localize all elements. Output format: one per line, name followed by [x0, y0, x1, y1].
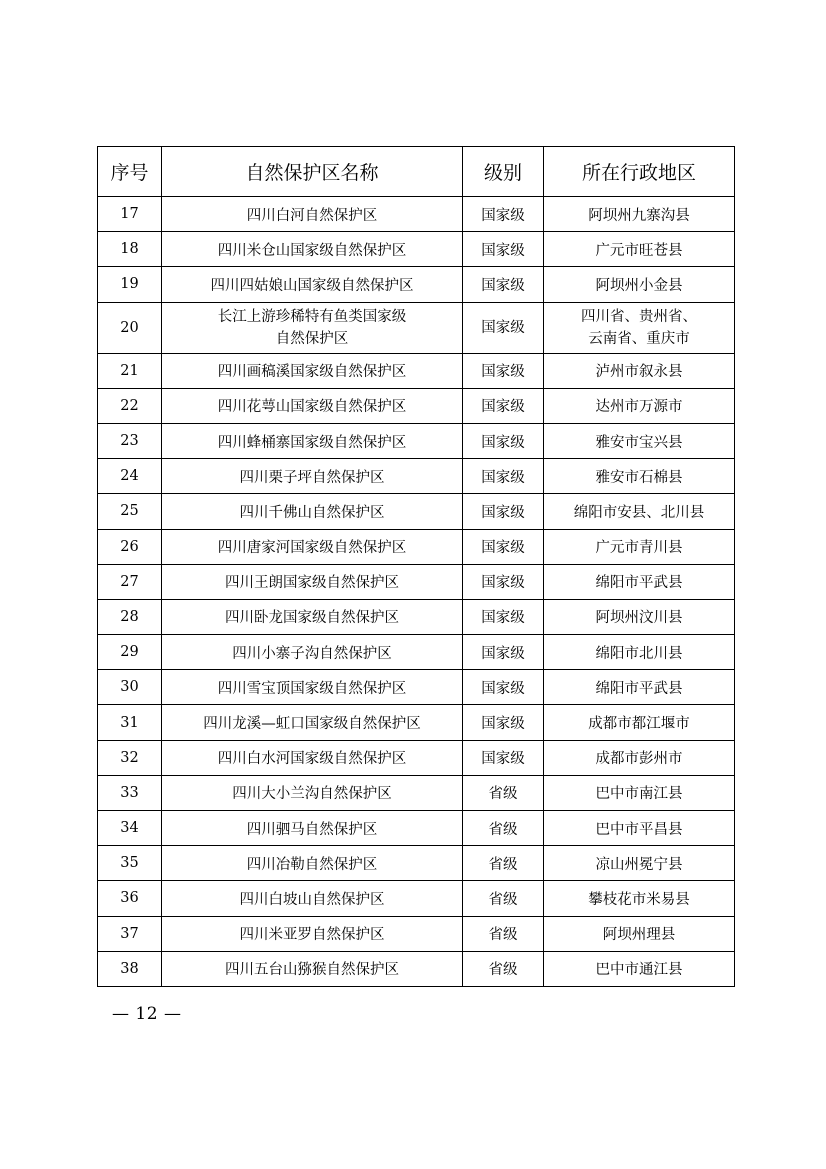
cell-seq: 30 — [98, 670, 162, 705]
cell-name: 四川王朗国家级自然保护区 — [162, 564, 463, 599]
cell-region: 阿坝州小金县 — [544, 267, 735, 302]
cell-seq: 37 — [98, 916, 162, 951]
cell-seq: 26 — [98, 529, 162, 564]
table-row — [98, 599, 735, 634]
table-row — [98, 670, 735, 705]
table-row — [98, 388, 735, 423]
cell-seq: 27 — [98, 564, 162, 599]
table-row — [98, 564, 735, 599]
table-row — [98, 846, 735, 881]
cell-region: 巴中市通江县 — [544, 951, 735, 986]
cell-level: 省级 — [463, 881, 544, 916]
cell-region: 阿坝州汶川县 — [544, 599, 735, 634]
cell-region: 广元市青川县 — [544, 529, 735, 564]
cell-name: 四川卧龙国家级自然保护区 — [162, 599, 463, 634]
cell-name: 四川白水河国家级自然保护区 — [162, 740, 463, 775]
cell-seq: 23 — [98, 423, 162, 458]
cell-level: 国家级 — [463, 705, 544, 740]
cell-level: 国家级 — [463, 388, 544, 423]
table-row — [98, 494, 735, 529]
cell-seq: 38 — [98, 951, 162, 986]
table-row — [98, 197, 735, 232]
header-level: 级别 — [463, 147, 544, 197]
cell-region: 成都市都江堰市 — [544, 705, 735, 740]
cell-name: 四川米仓山国家级自然保护区 — [162, 232, 463, 267]
table-row — [98, 423, 735, 458]
cell-level: 国家级 — [463, 529, 544, 564]
cell-seq: 29 — [98, 635, 162, 670]
cell-region: 绵阳市北川县 — [544, 635, 735, 670]
cell-name: 四川栗子坪自然保护区 — [162, 459, 463, 494]
table-row — [98, 529, 735, 564]
cell-level: 国家级 — [463, 740, 544, 775]
table-row — [98, 811, 735, 846]
cell-seq: 31 — [98, 705, 162, 740]
cell-region: 泸州市叙永县 — [544, 353, 735, 388]
cell-level: 国家级 — [463, 494, 544, 529]
cell-name: 四川小寨子沟自然保护区 — [162, 635, 463, 670]
cell-seq: 19 — [98, 267, 162, 302]
cell-seq: 18 — [98, 232, 162, 267]
cell-level: 国家级 — [463, 267, 544, 302]
cell-region: 雅安市宝兴县 — [544, 423, 735, 458]
table-header-row — [98, 147, 735, 197]
header-region: 所在行政地区 — [544, 147, 735, 197]
cell-name: 四川画稿溪国家级自然保护区 — [162, 353, 463, 388]
cell-region: 阿坝州理县 — [544, 916, 735, 951]
cell-seq: 24 — [98, 459, 162, 494]
cell-region: 成都市彭州市 — [544, 740, 735, 775]
cell-name: 四川蜂桶寨国家级自然保护区 — [162, 423, 463, 458]
cell-region — [544, 302, 735, 353]
cell-name: 四川白河自然保护区 — [162, 197, 463, 232]
table-row — [98, 916, 735, 951]
table-row — [98, 267, 735, 302]
table-row — [98, 353, 735, 388]
cell-region: 巴中市平昌县 — [544, 811, 735, 846]
cell-seq: 32 — [98, 740, 162, 775]
cell-name-line: 长江上游珍稀特有鱼类国家级 — [217, 308, 407, 325]
cell-level: 国家级 — [463, 197, 544, 232]
cell-level: 国家级 — [463, 423, 544, 458]
cell-seq: 17 — [98, 197, 162, 232]
cell-level: 国家级 — [463, 459, 544, 494]
cell-name: 四川唐家河国家级自然保护区 — [162, 529, 463, 564]
table-row — [98, 881, 735, 916]
table-row — [98, 635, 735, 670]
cell-level: 省级 — [463, 811, 544, 846]
cell-seq: 25 — [98, 494, 162, 529]
cell-name — [162, 302, 463, 353]
cell-name: 四川五台山猕猴自然保护区 — [162, 951, 463, 986]
cell-level: 国家级 — [463, 635, 544, 670]
cell-region: 攀枝花市米易县 — [544, 881, 735, 916]
cell-level: 省级 — [463, 775, 544, 810]
cell-name: 四川龙溪—虹口国家级自然保护区 — [162, 705, 463, 740]
cell-seq: 22 — [98, 388, 162, 423]
cell-seq: 36 — [98, 881, 162, 916]
cell-region: 阿坝州九寨沟县 — [544, 197, 735, 232]
cell-name: 四川冶勒自然保护区 — [162, 846, 463, 881]
nature-reserve-table — [97, 146, 735, 987]
cell-name-line: 自然保护区 — [275, 330, 349, 347]
cell-level: 国家级 — [463, 564, 544, 599]
table-row — [98, 459, 735, 494]
cell-region: 雅安市石棉县 — [544, 459, 735, 494]
cell-level: 国家级 — [463, 353, 544, 388]
cell-level: 国家级 — [463, 232, 544, 267]
cell-name: 四川白坡山自然保护区 — [162, 881, 463, 916]
cell-seq: 20 — [98, 302, 162, 353]
cell-level: 省级 — [463, 916, 544, 951]
cell-seq: 34 — [98, 811, 162, 846]
cell-level: 国家级 — [463, 302, 544, 353]
cell-seq: 21 — [98, 353, 162, 388]
cell-name: 四川驷马自然保护区 — [162, 811, 463, 846]
cell-region: 绵阳市平武县 — [544, 564, 735, 599]
table-row — [98, 775, 735, 810]
cell-seq: 33 — [98, 775, 162, 810]
page-number: — 12 — — [112, 1004, 182, 1024]
cell-name: 四川大小兰沟自然保护区 — [162, 775, 463, 810]
table-row — [98, 705, 735, 740]
cell-level: 国家级 — [463, 599, 544, 634]
cell-name: 四川雪宝顶国家级自然保护区 — [162, 670, 463, 705]
table-row — [98, 302, 735, 353]
cell-region: 凉山州冕宁县 — [544, 846, 735, 881]
cell-name: 四川千佛山自然保护区 — [162, 494, 463, 529]
header-name: 自然保护区名称 — [162, 147, 463, 197]
cell-seq: 35 — [98, 846, 162, 881]
cell-region-line: 四川省、贵州省、 — [581, 308, 697, 325]
cell-region: 广元市旺苍县 — [544, 232, 735, 267]
cell-name: 四川米亚罗自然保护区 — [162, 916, 463, 951]
cell-region: 绵阳市平武县 — [544, 670, 735, 705]
cell-level: 省级 — [463, 951, 544, 986]
header-seq: 序号 — [98, 147, 162, 197]
cell-region: 绵阳市安县、北川县 — [544, 494, 735, 529]
cell-name: 四川花萼山国家级自然保护区 — [162, 388, 463, 423]
cell-region-line: 云南省、重庆市 — [588, 330, 690, 347]
cell-level: 省级 — [463, 846, 544, 881]
cell-region: 达州市万源市 — [544, 388, 735, 423]
cell-region: 巴中市南江县 — [544, 775, 735, 810]
table-row — [98, 232, 735, 267]
cell-level: 国家级 — [463, 670, 544, 705]
table-row — [98, 740, 735, 775]
table-row — [98, 951, 735, 986]
cell-seq: 28 — [98, 599, 162, 634]
cell-name: 四川四姑娘山国家级自然保护区 — [162, 267, 463, 302]
